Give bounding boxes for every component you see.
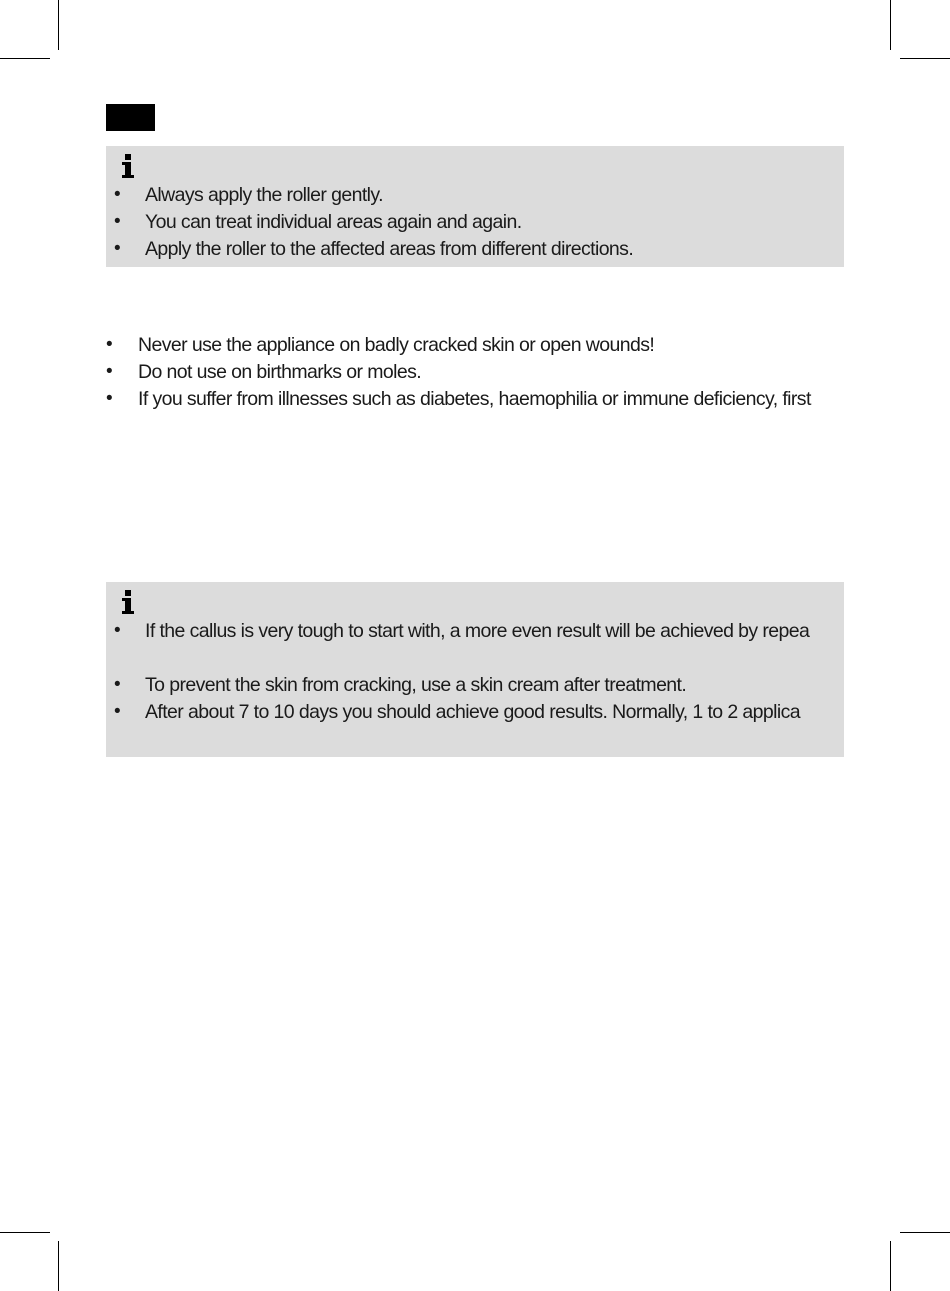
list-item-text: If the callus is very tough to start with, a more even result will be achieved by repea	[145, 620, 810, 642]
bullet: •	[114, 211, 121, 232]
crop-mark-top-right-vertical	[890, 0, 891, 50]
list-item-text: Do not use on birthmarks or moles.	[138, 361, 422, 383]
crop-mark-top-right-horizontal	[900, 58, 950, 59]
list-item-text: If you suffer from illnesses such as diabetes, haemophilia or immune deficiency, first	[138, 388, 811, 410]
list-item	[106, 333, 844, 357]
bullet: •	[114, 674, 121, 695]
list-item-text: Never use the appliance on badly cracked skin or open wounds!	[138, 334, 655, 356]
bullet: •	[114, 701, 121, 722]
bullet: •	[106, 388, 113, 409]
crop-mark-top-left-horizontal	[0, 58, 50, 59]
bullet: •	[114, 620, 121, 641]
list-item-text: Always apply the roller gently.	[145, 184, 383, 206]
bullet: •	[114, 184, 121, 205]
list-item-text: To prevent the skin from cracking, use a skin cream after treatment.	[145, 674, 687, 696]
list-item	[106, 360, 844, 384]
list-item-text: You can treat individual areas again and again.	[145, 211, 522, 233]
info-note-bottom-list	[106, 582, 844, 757]
crop-mark-bottom-right-horizontal	[900, 1232, 950, 1233]
list-item	[106, 619, 844, 643]
bullet: •	[114, 238, 121, 259]
list-item	[106, 387, 844, 411]
crop-mark-bottom-left-horizontal	[0, 1232, 50, 1233]
info-note-bottom	[106, 582, 844, 757]
crop-mark-bottom-left-vertical	[58, 1241, 59, 1291]
list-item	[106, 673, 844, 697]
bullet: •	[106, 361, 113, 382]
crop-mark-bottom-right-vertical	[890, 1241, 891, 1291]
bullet: •	[106, 334, 113, 355]
list-item	[106, 700, 844, 724]
crop-mark-top-left-vertical	[58, 0, 59, 50]
list-item-text: After about 7 to 10 days you should achieve good results. Normally, 1 to 2 applica	[145, 701, 801, 723]
list-item-text: Apply the roller to the affected areas from different directions.	[145, 238, 634, 260]
